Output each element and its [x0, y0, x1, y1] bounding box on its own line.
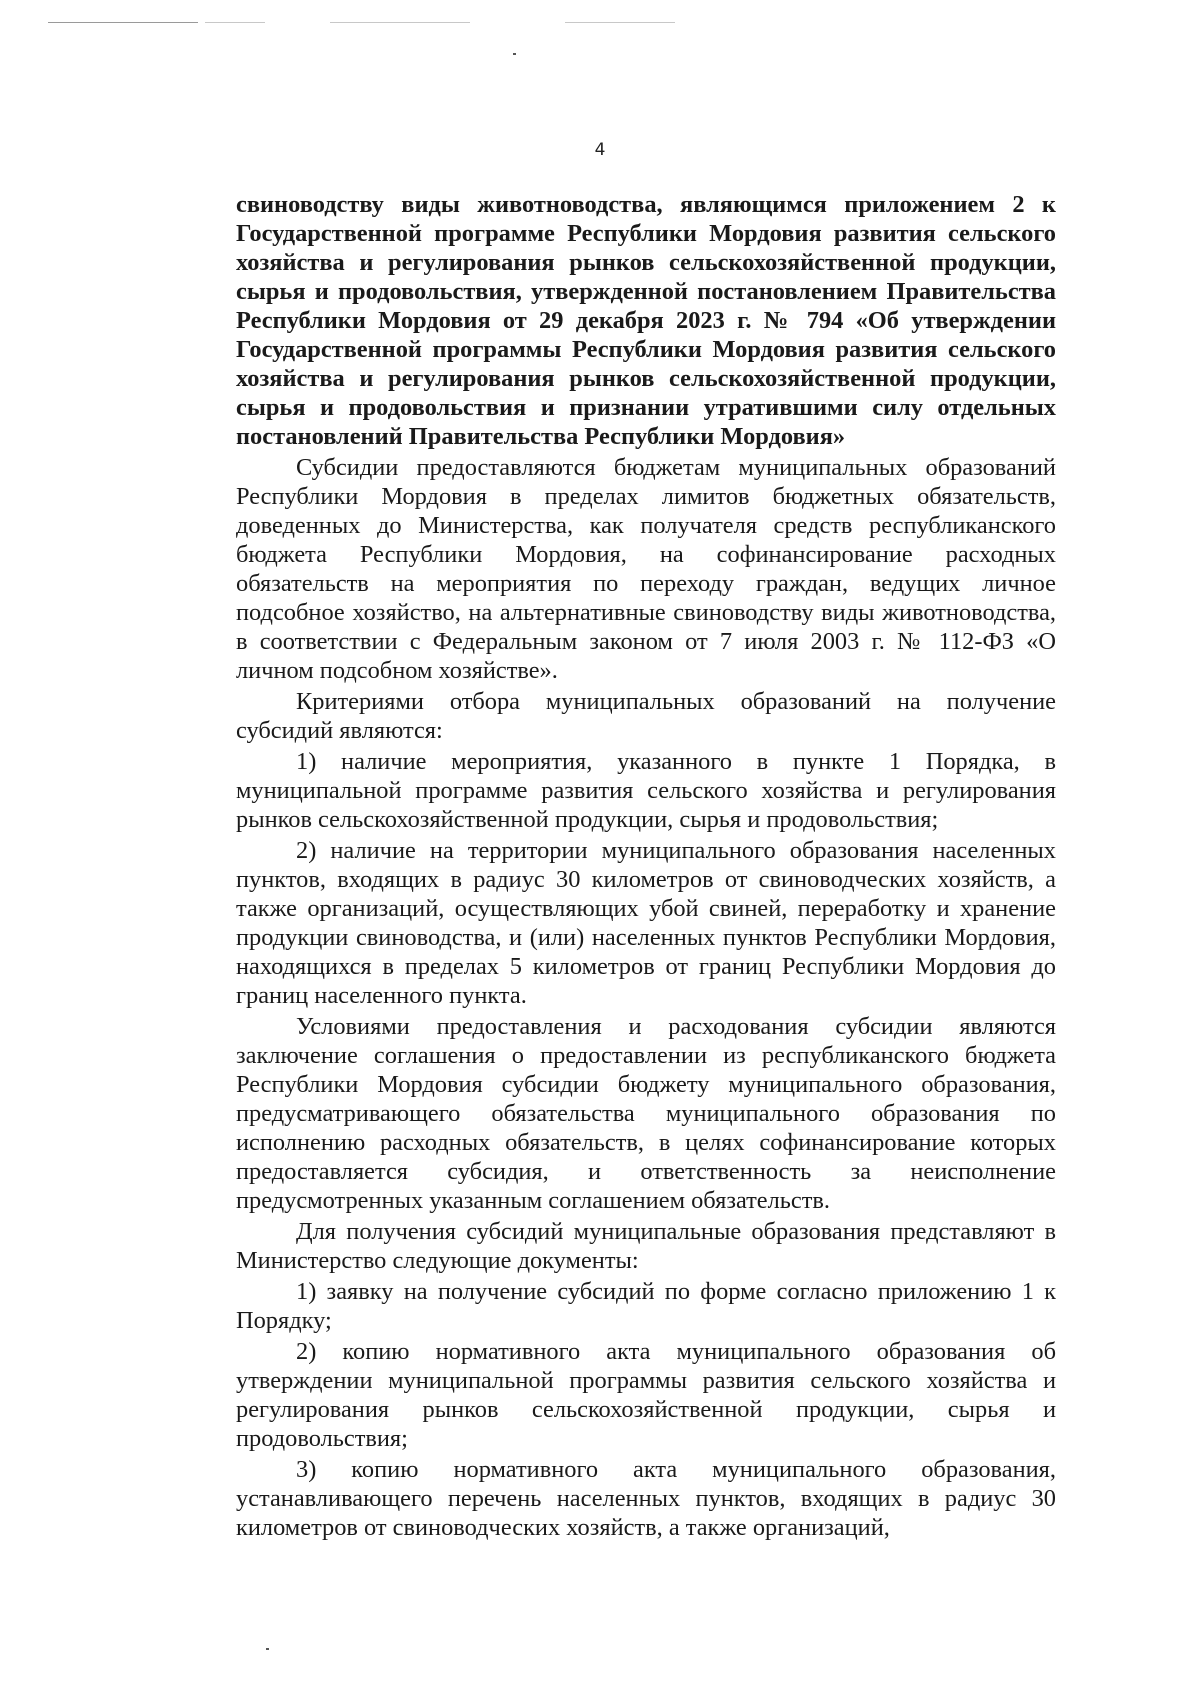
- scan-artifact-dot-2: [266, 1648, 269, 1650]
- document-body: [236, 190, 1056, 1542]
- paragraph-criteria: Критериями отбора муниципальных образований на получение субсидий являются:: [236, 688, 1056, 744]
- documents-item-3: 3) копию нормативного акта муниципального образования, устанавливающего перечень населенных пунктов, входящих в радиус 30 километров от свиноводческих хозяйств, а также организаций,: [236, 1456, 1056, 1541]
- paragraph-conditions: Условиями предоставления и расходования субсидии являются заключение соглашения о предоставлении из республиканского бюджета Республики Мордовия субсидии бюджету муниципального образования, предусматривающего обязательства муниципального образования по исполнению расходных обязательств, в целях софинансирование которых предоставляется субсидия, и ответственность за неисполнение предусмотренных указанным соглашением обязательств.: [236, 1013, 1056, 1214]
- scan-artifact-line-1: [48, 22, 198, 23]
- scan-artifact-dot-1: [513, 53, 516, 55]
- scan-artifact-line-4: [565, 22, 675, 23]
- criteria-item-1: 1) наличие мероприятия, указанного в пункте 1 Порядка, в муниципальной программе развития сельского хозяйства и регулирования рынков сельскохозяйственной продукции, сырья и продовольствия;: [236, 748, 1056, 833]
- scan-artifact-line-2: [205, 22, 265, 23]
- paragraph-documents: Для получения субсидий муниципальные образования представляют в Министерство следующие документы:: [236, 1218, 1056, 1274]
- page-number: 4: [594, 140, 606, 160]
- documents-item-1: 1) заявку на получение субсидий по форме согласно приложению 1 к Порядку;: [236, 1278, 1056, 1334]
- criteria-item-2: 2) наличие на территории муниципального образования населенных пунктов, входящих в радиус 30 километров от свиноводческих хозяйств, а также организаций, осуществляющих убой свиней, переработку и хранение продукции свиноводства, и (или) населенных пунктов Республики Мордовия, находящихся в пределах 5 километров от границ Республики Мордовия до границ населенного пункта.: [236, 837, 1056, 1009]
- paragraph-subsidies: Субсидии предоставляются бюджетам муниципальных образований Республики Мордовия в пределах лимитов бюджетных обязательств, доведенных до Министерства, как получателя средств республиканского бюджета Республики Мордовия, на софинансирование расходных обязательств на мероприятия по переходу граждан, ведущих личное подсобное хозяйство, на альтернативные свиноводству виды животноводства, в соответствии с Федеральным законом от 7 июля 2003 г. № 112-ФЗ «О личном подсобном хозяйстве».: [236, 454, 1056, 684]
- section-heading: свиноводству виды животноводства, являющимся приложением 2 к Государственной программе Республики Мордовия развития сельского хозяйства и регулирования рынков сельскохозяйственной продукции, сырья и продовольствия, утвержденной постановлением Правительства Республики Мордовия от 29 декабря 2023 г. № 794 «Об утверждении Государственной программы Республики Мордовия развития сельского хозяйства и регулирования рынков сельскохозяйственной продукции, сырья и продовольствия и признании утратившими силу отдельных постановлений Правительства Республики Мордовия»: [236, 191, 1056, 450]
- documents-item-2: 2) копию нормативного акта муниципального образования об утверждении муниципальной программы развития сельского хозяйства и регулирования рынков сельскохозяйственной продукции, сырья и продовольствия;: [236, 1338, 1056, 1452]
- scan-artifact-line-3: [330, 22, 470, 23]
